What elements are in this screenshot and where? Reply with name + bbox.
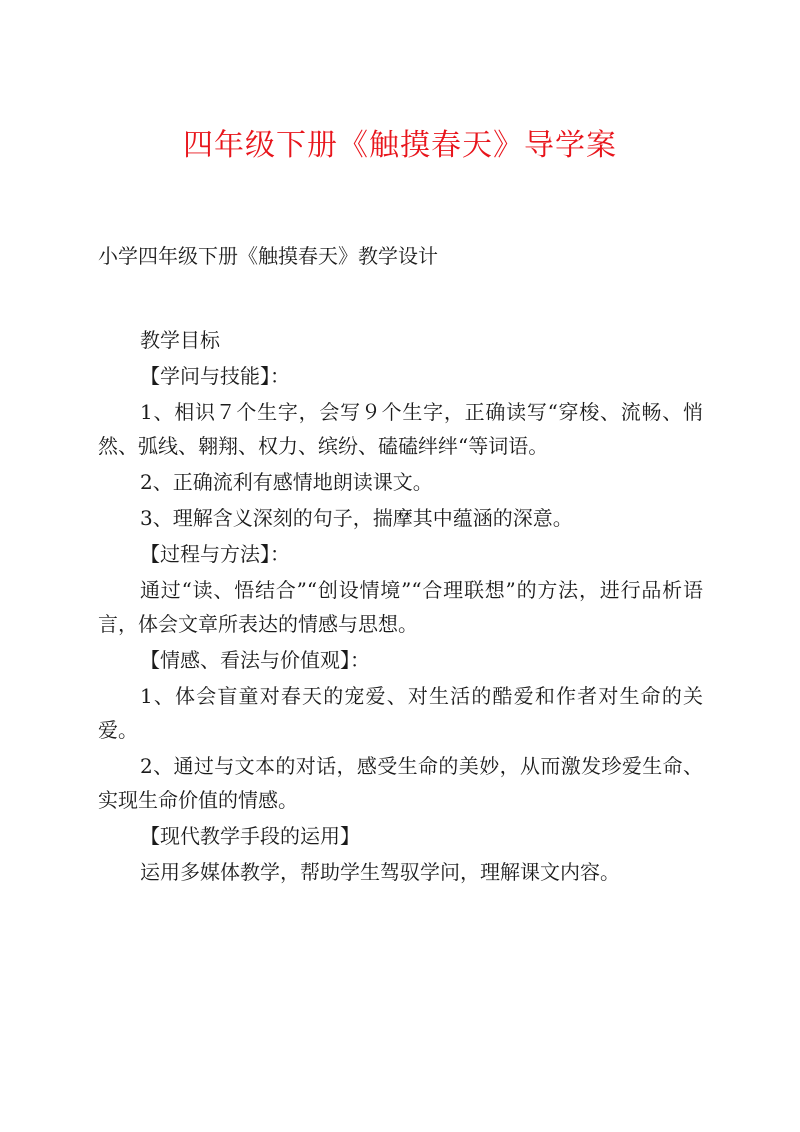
paragraph-item: 通过“读、悟结合”“创设情境”“合理联想”的方法，进行品析语言，体会文章所表达的情感与思想。: [98, 578, 703, 636]
paragraph-item: 2、通过与文本的对话，感受生命的美妙，从而激发珍爱生命、实现生命价值的情感。: [98, 754, 703, 812]
document-body: [98, 323, 703, 891]
paragraph-item: 3、理解含义深刻的句子，揣摩其中蕴涵的深意。: [140, 506, 573, 530]
section-heading-modern-teaching: 【现代教学手段的运用】: [140, 824, 360, 848]
section-heading-process-methods: 【过程与方法】：: [140, 542, 290, 566]
section-heading-emotions-values: 【情感、看法与价值观】：: [140, 648, 370, 672]
document-title: 四年级下册《触摸春天》导学案: [183, 128, 617, 163]
paragraph-item: 1、相识７个生字，会写９个生字，正确读写“穿梭、流畅、悄然、弧线、翱翔、权力、缤纷、磕磕绊绊“等词语。: [98, 400, 703, 458]
paragraph-item: 运用多媒体教学，帮助学生驾驭学问，理解课文内容。: [140, 860, 620, 884]
document-subtitle: 小学四年级下册《触摸春天》教学设计: [98, 244, 438, 268]
paragraph-item: 1、体会盲童对春天的宠爱、对生活的酷爱和作者对生命的关爱。: [98, 684, 703, 742]
section-heading-knowledge-skills: 【学问与技能】：: [140, 364, 290, 388]
paragraph-item: 2、正确流利有感情地朗读课文。: [140, 470, 433, 494]
section-heading-objectives: 教学目标: [140, 328, 220, 352]
